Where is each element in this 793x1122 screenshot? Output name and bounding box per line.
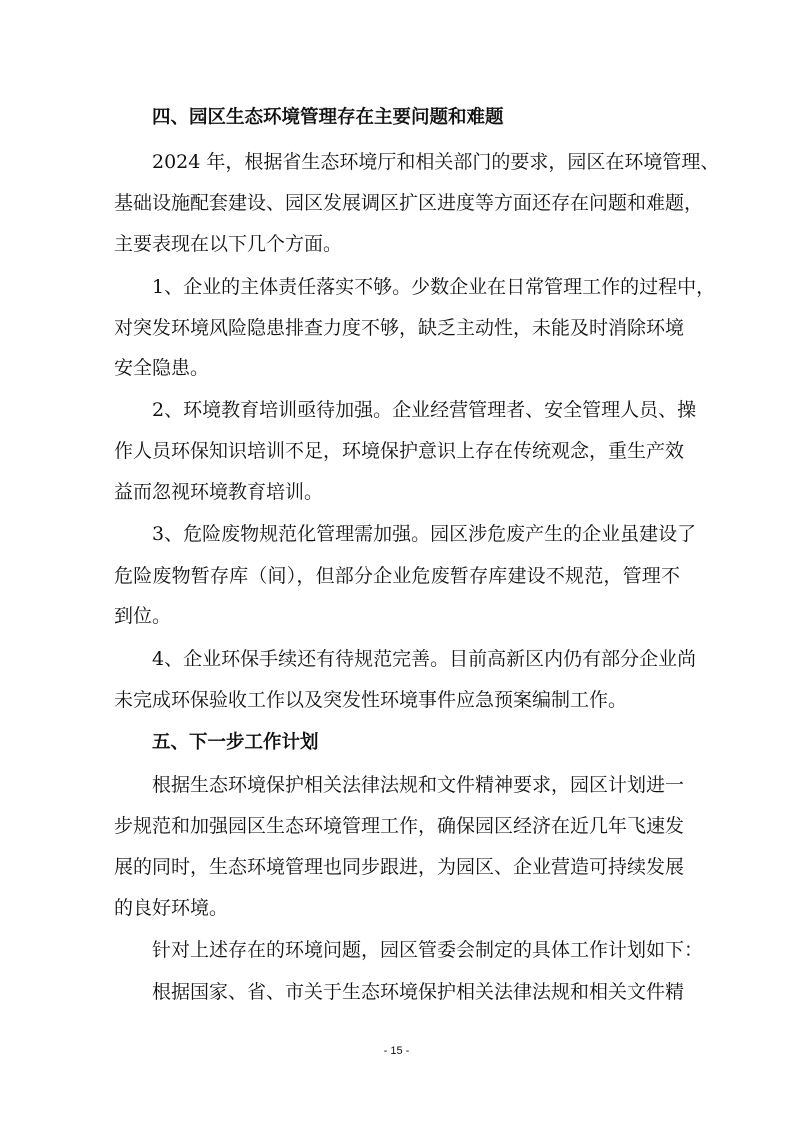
paragraph-item3-line-2: 危险废物暂存库（间），但部分企业危废暂存库建设不规范，管理不 — [114, 565, 680, 587]
paragraph-item3-line-3: 到位。 — [114, 605, 172, 627]
paragraph-item4-line-1: 4、企业环保手续还有待规范完善。目前高新区内仍有部分企业尚 — [152, 648, 697, 670]
paragraph-plan-details-intro: 针对上述存在的环境问题，园区管委会制定的具体工作计划如下： — [152, 939, 704, 961]
paragraph-item1-line-3: 安全隐患。 — [114, 357, 210, 379]
paragraph-intro-line-1: 2024 年，根据省生态环境厅和相关部门的要求，园区在环境管理、 — [152, 151, 720, 173]
section-heading-next-steps: 五、下一步工作计划 — [152, 732, 319, 753]
paragraph-item2-line-2: 作人员环保知识培训不足，环境保护意识上存在传统观念，重生产效 — [114, 440, 685, 462]
paragraph-intro-line-3: 主要表现在以下几个方面。 — [114, 233, 343, 255]
paragraph-plan-basis-line-1: 根据国家、省、市关于生态环境保护相关法律法规和相关文件精 — [152, 981, 685, 1003]
paragraph-item1-line-2: 对突发环境风险隐患排查力度不够，缺乏主动性，未能及时消除环境 — [114, 317, 685, 339]
paragraph-plan-line-3: 展的同时，生态环境管理也同步跟进，为园区、企业营造可持续发展 — [114, 856, 685, 878]
paragraph-plan-line-4: 的良好环境。 — [114, 897, 229, 919]
paragraph-intro-line-2: 基础设施配套建设、园区发展调区扩区进度等方面还存在问题和难题， — [114, 192, 704, 214]
paragraph-item2-line-3: 益而忽视环境教育培训。 — [114, 481, 324, 503]
paragraph-plan-line-2: 步规范和加强园区生态环境管理工作，确保园区经济在近几年飞速发 — [114, 815, 685, 837]
paragraph-item1-line-1: 1、企业的主体责任落实不够。少数企业在日常管理工作的过程中， — [152, 276, 716, 298]
paragraph-item2-line-1: 2、环境教育培训亟待加强。企业经营管理者、安全管理人员、操 — [152, 399, 697, 421]
page-number: - 15 - — [383, 1045, 410, 1057]
section-heading-problems: 四、园区生态环境管理存在主要问题和难题 — [152, 107, 504, 128]
paragraph-plan-line-1: 根据生态环境保护相关法律法规和文件精神要求，园区计划进一 — [152, 774, 685, 796]
paragraph-item3-line-1: 3、危险废物规范化管理需加强。园区涉危废产生的企业虽建设了 — [152, 523, 697, 545]
paragraph-item4-line-2: 未完成环保验收工作以及突发性环境事件应急预案编制工作。 — [114, 689, 628, 711]
